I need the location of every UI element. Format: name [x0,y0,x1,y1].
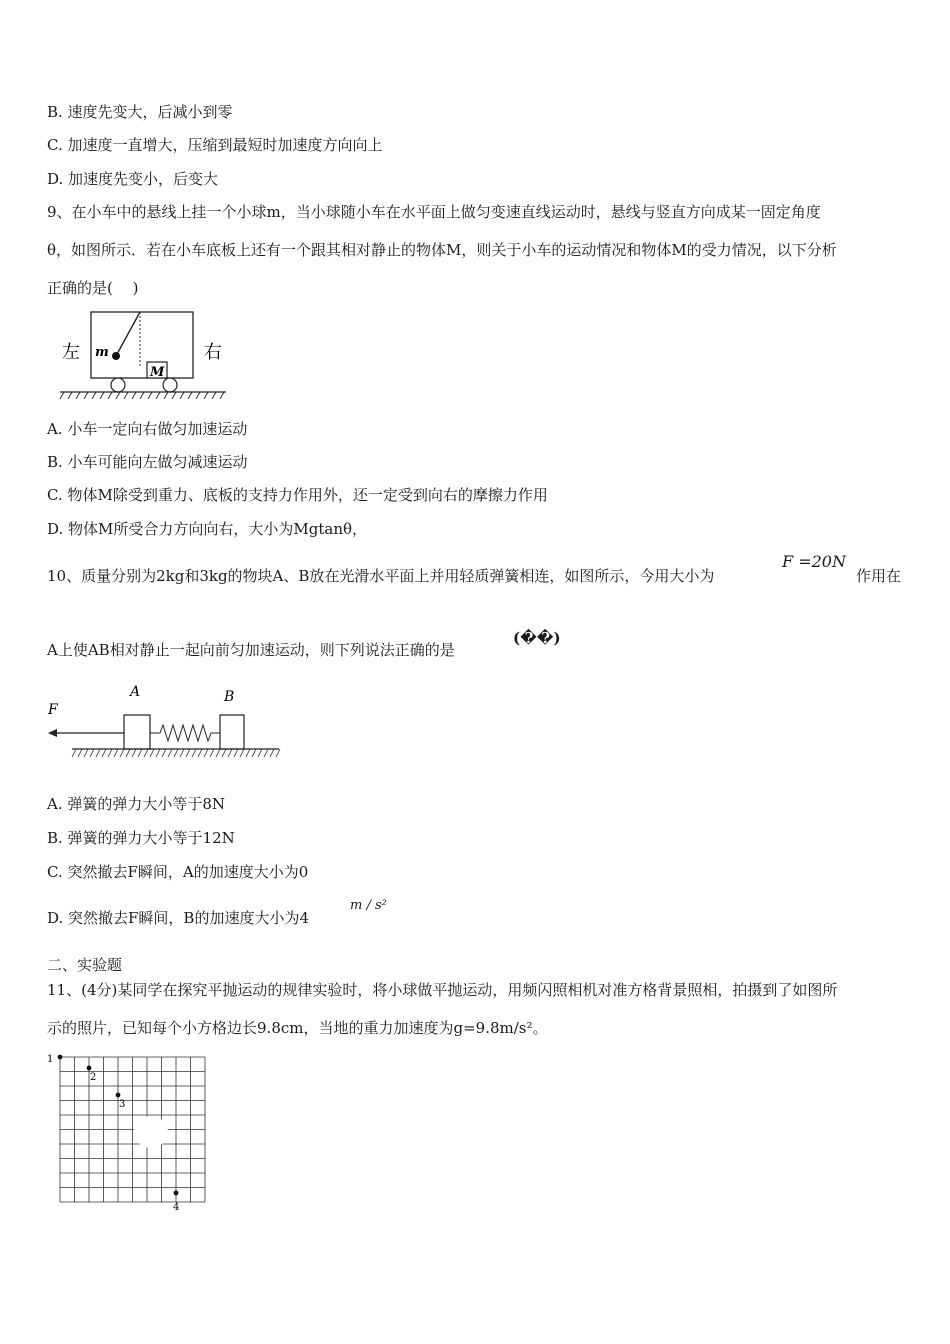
cart-wheel-right [163,378,177,392]
block-a [124,715,150,749]
q10-answer-paren: (��) [513,629,561,647]
figure-label-left: 左 [62,342,80,363]
grid-lines [60,1057,205,1202]
q10-option-d-unit: m / s² [350,898,387,913]
q10-option-a: A. 弹簧的弹力大小等于8N [47,795,226,813]
point-3 [116,1093,121,1098]
block-label: M [150,365,165,380]
ball-label: m [95,345,109,360]
block-b [220,715,244,749]
q11-stem-line-1: 11、(4分)某同学在探究平抛运动的规律实验时，将小球做平抛运动，用频闪照相机对准方格背景照相，拍摄到了如图所 [47,981,838,999]
q8-option-c: C. 加速度一直增大，压缩到最短时加速度方向向上 [47,136,383,154]
floor-hatching [72,749,280,757]
cart-wheel-left [111,378,125,392]
q10-stem-line-2: A上使AB相对静止一起向前匀加速运动，则下列说法正确的是 [47,641,455,659]
q10-option-c: C. 突然撤去F瞬间，A的加速度大小为0 [47,863,309,881]
q9-option-a: A. 小车一定向右做匀加速运动 [47,420,248,438]
q9-stem-line-2: θ，如图所示．若在小车底板上还有一个跟其相对静止的物体M，则关于小车的运动情况和物体M的受力情况，以下分析 [47,241,837,259]
point-1 [58,1055,63,1060]
q9-stem-line-1: 9、在小车中的悬线上挂一个小球m，当小球随小车在水平面上做匀变速直线运动时，悬线与竖直方向成某一固定角度 [47,203,821,221]
ground-hatching [60,392,224,399]
obscured-region [134,1116,168,1148]
q10-option-d: D. 突然撤去F瞬间，B的加速度大小为4 [47,909,310,927]
point-4 [174,1191,179,1196]
q10-stem-line-1-end: 作用在 [856,567,902,585]
block-a-label: A [130,684,141,700]
force-arrowhead [48,729,57,737]
point-label-3: 3 [119,1099,126,1110]
q9-option-c: C. 物体M除受到重力、底板的支持力作用外，还一定受到向右的摩擦力作用 [47,486,548,504]
q10-option-b: B. 弹簧的弹力大小等于12N [47,829,235,847]
point-label-1: 1 [47,1054,54,1065]
q11-grid-figure [45,1048,215,1214]
q11-stem-line-2: 示的照片，已知每个小方格边长9.8cm，当地的重力加速度为g=9.8m/s²。 [47,1019,548,1037]
q10-spring-figure [42,682,287,770]
force-label: F [48,702,58,718]
q8-option-d: D. 加速度先变小，后变大 [47,170,219,188]
q10-stem-line-1: 10、质量分别为2kg和3kg的物块A、B放在光滑水平面上并用轻质弹簧相连，如图所示，今用大小为 [47,567,715,585]
point-label-2: 2 [90,1072,97,1083]
point-label-4: 4 [173,1202,180,1213]
figure-label-right: 右 [204,342,222,363]
section-title: 二、实验题 [47,956,123,974]
block-b-label: B [224,689,235,705]
q9-option-b: B. 小车可能向左做匀减速运动 [47,453,248,471]
q9-option-d: D. 物体M所受合力方向向右，大小为Mgtanθ， [47,520,368,538]
q9-stem-line-3: 正确的是( ) [47,279,139,297]
point-2 [87,1066,92,1071]
spring [150,725,220,741]
q9-cart-figure [58,310,233,402]
pendulum-ball [112,352,120,360]
q10-force-expression: F =20N [782,552,846,571]
pendulum-string [116,312,140,356]
q8-option-b: B. 速度先变大，后减小到零 [47,103,233,121]
